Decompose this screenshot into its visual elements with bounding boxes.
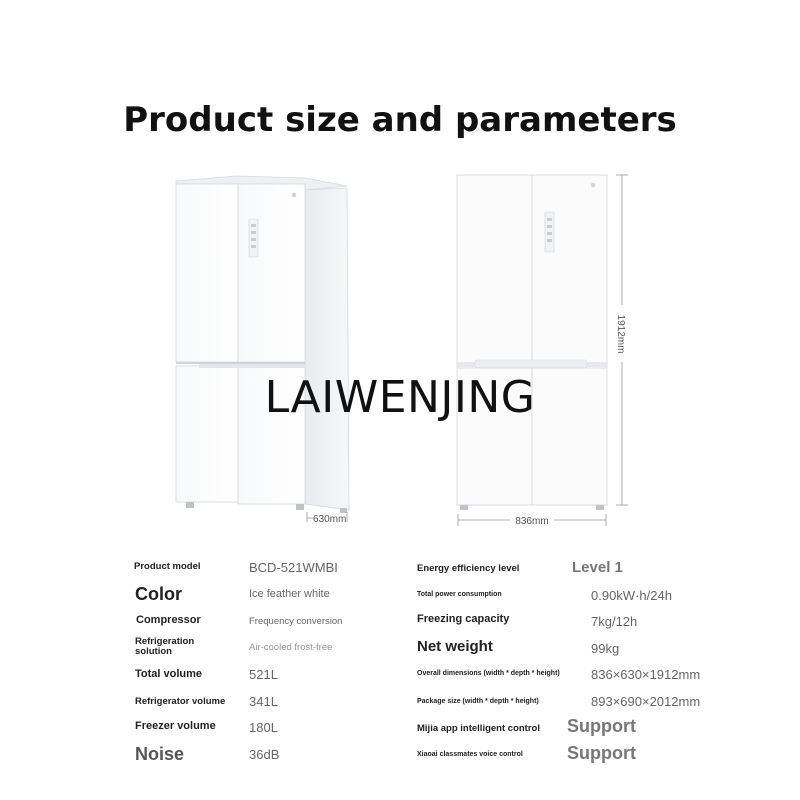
spec-label-product-model: Product model [134,561,201,572]
height-label: 1912mm [615,314,626,354]
spec-value-product-model: BCD-521WMBI [249,560,338,575]
spec-value-freezing-capacity: 7kg/12h [591,614,638,629]
fridge-perspective-view [176,176,349,513]
spec-label-energy-efficiency: Energy efficiency level [417,563,520,574]
spec-label-color: Color [135,584,182,604]
spec-label-overall-dimensions: Overall dimensions (width * depth * height) [417,670,560,677]
spec-value-overall-dimensions: 836×630×1912mm [591,667,701,682]
fridge-front-view [457,175,607,510]
spec-value-xiaoai-voice: Support [567,743,636,763]
width-label: 836mm [515,516,549,527]
depth-label: 630mm [313,514,347,525]
spec-label-package-size: Package size (width * depth * height) [417,698,539,705]
spec-value-mijia-app: Support [567,716,636,736]
spec-label-noise: Noise [135,744,185,764]
spec-label-net-weight: Net weight [417,638,493,655]
spec-value-net-weight: 99kg [591,641,620,656]
spec-label-compressor: Compressor [136,614,201,626]
spec-value-power-consumption: 0.90kW·h/24h [591,588,672,603]
spec-value-refrigerator-volume: 341L [249,694,278,709]
spec-label-total-volume: Total volume [135,668,203,680]
spec-value-total-volume: 521L [249,667,278,682]
spec-label-power-consumption: Total power consumption [417,591,502,598]
spec-label-mijia-app: Mijia app intelligent control [417,723,540,734]
spec-value-color: Ice feather white [249,588,330,600]
page-title: Product size and parameters [123,100,677,140]
spec-value-freezer-volume: 180L [249,720,278,735]
spec-label-freezer-volume: Freezer volume [135,720,216,732]
spec-value-package-size: 893×690×2012mm [591,694,701,709]
watermark-text: LAIWENJING [264,372,536,423]
spec-label-refrigerator-volume: Refrigerator volume [135,696,226,707]
spec-value-compressor: Frequency conversion [249,616,343,627]
spec-value-refrigeration-solution: Air-cooled frost-free [249,642,333,653]
spec-value-energy-efficiency: Level 1 [572,559,623,576]
spec-label-xiaoai-voice: Xiaoai classmates voice control [417,751,523,758]
spec-label-freezing-capacity: Freezing capacity [417,613,510,625]
spec-label-refrigeration-solution: Refrigeration solution [135,636,195,657]
spec-value-noise: 36dB [249,747,280,762]
